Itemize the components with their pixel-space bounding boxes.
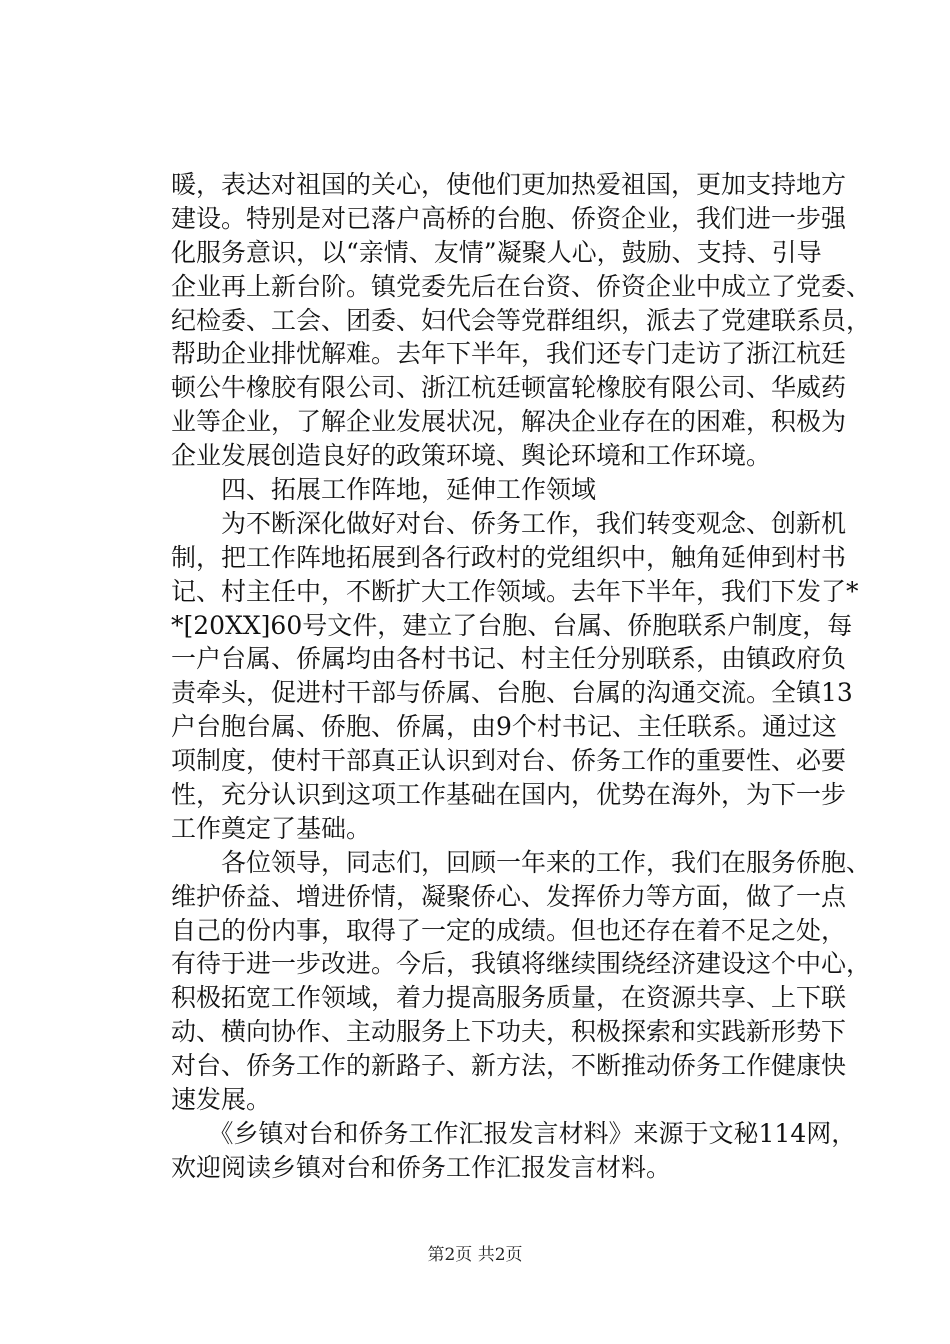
text-line: 化服务意识，以“亲情、友情”凝聚人心，鼓励、支持、引导 xyxy=(171,237,822,267)
text-line: 积极拓宽工作领域，着力提高服务质量，在资源共享、上下联 xyxy=(171,983,847,1013)
text-line: 顿公牛橡胶有限公司、浙江杭廷顿富轮橡胶有限公司、华威药 xyxy=(171,373,847,403)
text-line: 《乡镇对台和侨务工作汇报发言材料》来源于文秘114网， xyxy=(171,1118,857,1148)
text-line: 动、横向协作、主动服务上下功夫，积极探索和实践新形势下 xyxy=(171,1017,847,1047)
paragraph xyxy=(171,507,859,846)
text-line: 维护侨益、增进侨情，凝聚侨心、发挥侨力等方面，做了一点 xyxy=(171,881,847,911)
text-line: 自己的份内事，取得了一定的成绩。但也还存在着不足之处， xyxy=(171,915,847,945)
text-line: 纪检委、工会、团委、妇代会等党群组织，派去了党建联系员， xyxy=(171,305,872,335)
text-line: 帮助企业排忧解难。去年下半年，我们还专门走访了浙江杭廷 xyxy=(171,339,847,369)
text-line: 速发展。 xyxy=(171,1085,272,1115)
text-line: 一户台属、侨属均由各村书记、村主任分别联系，由镇政府负 xyxy=(171,644,847,674)
text-line: 建设。特别是对已落户高桥的台胞、侨资企业，我们进一步强 xyxy=(171,203,847,233)
text-line: 四、拓展工作阵地，延伸工作领域 xyxy=(171,475,597,505)
text-line: 性，充分认识到这项工作基础在国内，优势在海外，为下一步 xyxy=(171,780,847,810)
text-line: 欢迎阅读乡镇对台和侨务工作汇报发言材料。 xyxy=(171,1152,672,1182)
text-line: 记、村主任中，不断扩大工作领域。去年下半年，我们下发了* xyxy=(171,576,859,606)
paragraph xyxy=(171,168,872,473)
text-line: 责牵头，促进村干部与侨属、台胞、台属的沟通交流。全镇13 xyxy=(171,678,853,708)
document-body xyxy=(171,168,872,1185)
text-line: 制，把工作阵地拓展到各行政村的党组织中，触角延伸到村书 xyxy=(171,542,847,572)
text-line: 为不断深化做好对台、侨务工作，我们转变观念、创新机 xyxy=(171,508,847,538)
text-line: 业等企业，了解企业发展状况，解决企业存在的困难，积极为 xyxy=(171,407,847,437)
text-line: 企业发展创造良好的政策环境、舆论环境和工作环境。 xyxy=(171,441,772,471)
page-footer: 第2页 共2页 xyxy=(427,1245,523,1265)
paragraph xyxy=(171,846,872,1117)
text-line: 企业再上新台阶。镇党委先后在台资、侨资企业中成立了党委、 xyxy=(171,271,872,301)
section-heading xyxy=(171,473,791,507)
text-line: 有待于进一步改进。今后，我镇将继续围绕经济建设这个中心， xyxy=(171,949,872,979)
paragraph xyxy=(171,1117,857,1185)
text-line: 各位领导，同志们，回顾一年来的工作，我们在服务侨胞、 xyxy=(171,847,872,877)
text-line: 项制度，使村干部真正认识到对台、侨务工作的重要性、必要 xyxy=(171,746,847,776)
text-line: 对台、侨务工作的新路子、新方法，不断推动侨务工作健康快 xyxy=(171,1051,847,1081)
text-line: 暖，表达对祖国的关心，使他们更加热爱祖国，更加支持地方 xyxy=(171,170,847,199)
text-line: 工作奠定了基础。 xyxy=(171,813,372,843)
text-line: 户台胞台属、侨胞、侨属，由9个村书记、主任联系。通过这 xyxy=(171,712,837,742)
text-line: *[20XX]60号文件，建立了台胞、台属、侨胞联系户制度，每 xyxy=(171,610,853,640)
